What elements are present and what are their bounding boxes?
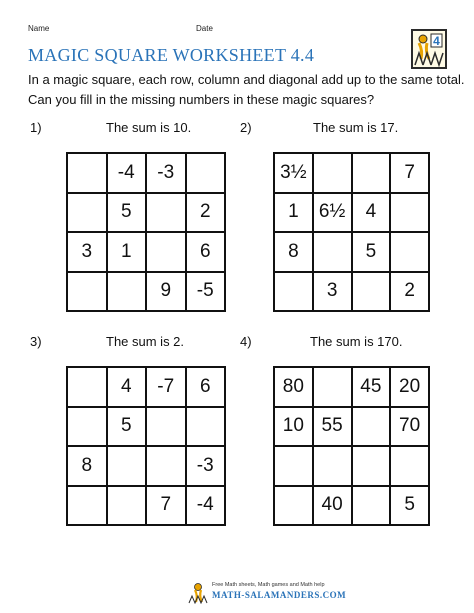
square-2-cell-r2c3: 4 [353,194,392,234]
square-3-cell-r2c4 [187,408,227,448]
square-4-cell-r4c3 [353,487,392,527]
square-4-cell-r2c2: 55 [314,408,353,448]
square-4-cell-r1c2 [314,368,353,408]
square-4-cell-r4c4: 5 [391,487,430,527]
square-1-cell-r4c4: -5 [187,273,227,313]
square-3-cell-r1c3: -7 [147,368,187,408]
square-3-cell-r3c1: 8 [68,447,108,487]
square-3-cell-r4c4: -4 [187,487,227,527]
square-4-cell-r2c1: 10 [275,408,314,448]
square-2-cell-r1c2 [314,154,353,194]
square-2-cell-r2c1: 1 [275,194,314,234]
square-1-cell-r4c3: 9 [147,273,187,313]
square-1-cell-r4c2 [108,273,148,313]
magic-square-4 [273,366,430,526]
square-3-cell-r1c1 [68,368,108,408]
square-1-cell-r1c4 [187,154,227,194]
square-4-cell-r4c1 [275,487,314,527]
footer-tagline: Free Math sheets, Math games and Math help [212,582,325,588]
square-2-cell-r3c2 [314,233,353,273]
square-4-cell-r1c3: 45 [353,368,392,408]
square-4-cell-r4c2: 40 [314,487,353,527]
square-3-cell-r2c3 [147,408,187,448]
footer [188,582,368,604]
square-2-cell-r1c4: 7 [391,154,430,194]
square-3-cell-r3c3 [147,447,187,487]
instruction-line-1: In a magic square, each row, column and diagonal add up to the same total. [28,72,465,87]
square-3-cell-r1c2: 4 [108,368,148,408]
square-2-cell-r1c3 [353,154,392,194]
square-2-cell-r1c1: 3½ [275,154,314,194]
square-3-cell-r3c2 [108,447,148,487]
square-3-cell-r3c4: -3 [187,447,227,487]
date-label: Date [196,24,213,33]
grade-logo-icon [411,29,447,69]
square-1-cell-r4c1 [68,273,108,313]
square-3-cell-r4c3: 7 [147,487,187,527]
square-4-cell-r3c4 [391,447,430,487]
square-1-cell-r1c1 [68,154,108,194]
square-4-cell-r3c3 [353,447,392,487]
puzzle-1-label: 1) [30,120,42,135]
square-2-cell-r4c3 [353,273,392,313]
square-2-cell-r4c4: 2 [391,273,430,313]
square-3-cell-r1c4: 6 [187,368,227,408]
square-4-cell-r2c3 [353,408,392,448]
footer-site-link[interactable]: MATH-SALAMANDERS.COM [212,590,347,600]
square-2-cell-r4c2: 3 [314,273,353,313]
name-label: Name [28,24,50,33]
puzzle-1-sum: The sum is 10. [106,120,192,135]
square-1-cell-r2c2: 5 [108,194,148,234]
square-1-cell-r3c2: 1 [108,233,148,273]
square-1-cell-r2c4: 2 [187,194,227,234]
square-1-cell-r2c3 [147,194,187,234]
square-2-cell-r3c3: 5 [353,233,392,273]
square-2-cell-r3c4 [391,233,430,273]
worksheet-title: MAGIC SQUARE WORKSHEET 4.4 [28,45,315,65]
square-2-cell-r2c2: 6½ [314,194,353,234]
square-1-cell-r2c1 [68,194,108,234]
square-3-cell-r4c2 [108,487,148,527]
magic-square-3 [66,366,226,526]
square-4-cell-r3c2 [314,447,353,487]
square-3-cell-r4c1 [68,487,108,527]
square-3-cell-r2c1 [68,408,108,448]
instruction-line-2: Can you fill in the missing numbers in these magic squares? [28,92,375,107]
square-1-cell-r1c3: -3 [147,154,187,194]
puzzle-3-sum: The sum is 2. [106,334,185,349]
puzzle-3-label: 3) [30,334,42,349]
puzzle-4-sum: The sum is 170. [310,334,403,349]
square-1-cell-r3c1: 3 [68,233,108,273]
square-1-cell-r3c4: 6 [187,233,227,273]
square-1-cell-r1c2: -4 [108,154,148,194]
square-4-cell-r1c1: 80 [275,368,314,408]
square-2-cell-r3c1: 8 [275,233,314,273]
square-4-cell-r1c4: 20 [391,368,430,408]
puzzle-2-label: 2) [240,120,252,135]
square-1-cell-r3c3 [147,233,187,273]
square-4-cell-r3c1 [275,447,314,487]
square-4-cell-r2c4: 70 [391,408,430,448]
puzzle-4-label: 4) [240,334,252,349]
grade-number: 4 [433,34,440,48]
square-3-cell-r2c2: 5 [108,408,148,448]
puzzle-2-sum: The sum is 17. [313,120,399,135]
magic-square-1 [66,152,226,312]
square-2-cell-r4c1 [275,273,314,313]
square-2-cell-r2c4 [391,194,430,234]
salamander-logo-icon [188,582,208,604]
magic-square-2 [273,152,430,312]
